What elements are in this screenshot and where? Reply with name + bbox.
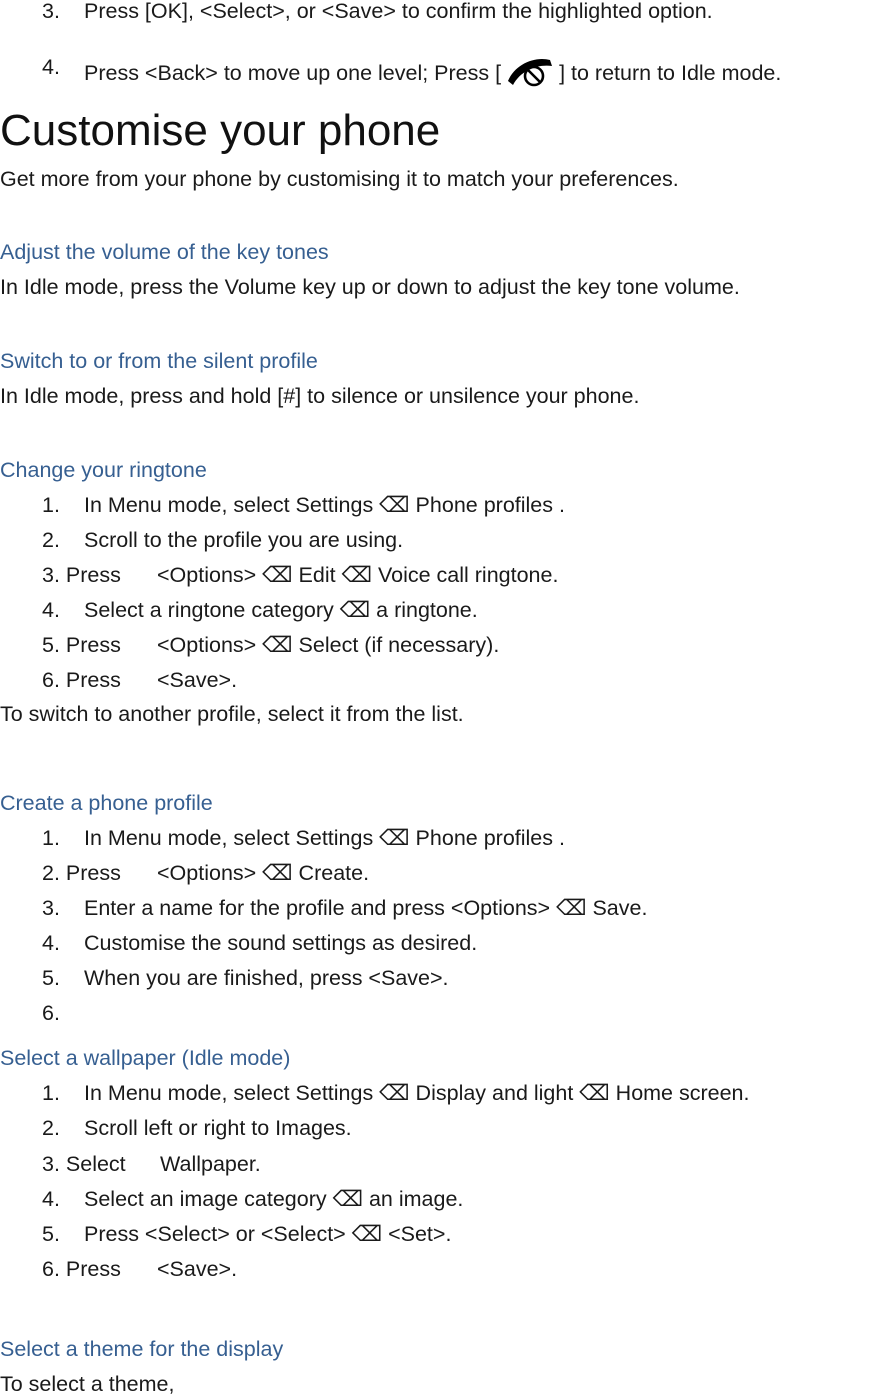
section-heading: Adjust the volume of the key tones bbox=[0, 240, 329, 264]
page-title: Customise your phone bbox=[0, 106, 441, 155]
step-text: Enter a name for the profile and press <Options> ⌫ Save. bbox=[84, 896, 648, 920]
step-number: 6. Press bbox=[42, 668, 121, 692]
step-number: 2. bbox=[42, 528, 60, 552]
step-number: 3. bbox=[42, 896, 60, 920]
end-call-key-icon bbox=[505, 54, 555, 94]
section-body: In Idle mode, press and hold [#] to silence or unsilence your phone. bbox=[0, 384, 640, 408]
section-heading: Change your ringtone bbox=[0, 458, 207, 482]
step-text: Scroll to the profile you are using. bbox=[84, 528, 404, 552]
step-text-before: Press <Back> to move up one level; Press [ bbox=[84, 61, 502, 85]
step-number: 4. bbox=[42, 55, 60, 79]
step-number: 5. Press bbox=[42, 633, 121, 657]
step-text: <Options> ⌫ Edit ⌫ Voice call ringtone. bbox=[157, 563, 559, 587]
step-text: Select an image category ⌫ an image. bbox=[84, 1187, 464, 1211]
step-number: 5. bbox=[42, 1222, 60, 1246]
step-number: 2. Press bbox=[42, 861, 121, 885]
section-heading: Select a wallpaper (Idle mode) bbox=[0, 1046, 291, 1070]
step-text: Customise the sound settings as desired. bbox=[84, 931, 478, 955]
step-number: 4. bbox=[42, 1187, 60, 1211]
step-text: In Menu mode, select Settings ⌫ Phone profiles . bbox=[84, 826, 565, 850]
step-number: 1. bbox=[42, 826, 60, 850]
section-footer: To switch to another profile, select it from the list. bbox=[0, 702, 464, 726]
step-text: Press [OK], <Select>, or <Save> to confirm the highlighted option. bbox=[84, 0, 713, 23]
step-number: 6. Press bbox=[42, 1257, 121, 1281]
section-heading: Switch to or from the silent profile bbox=[0, 349, 318, 373]
step-text: Press <Select> or <Select> ⌫ <Set>. bbox=[84, 1222, 452, 1246]
section-heading: Create a phone profile bbox=[0, 791, 213, 815]
section-body: To select a theme, bbox=[0, 1372, 175, 1396]
step-text: When you are finished, press <Save>. bbox=[84, 966, 449, 990]
step-number: 6. bbox=[42, 1001, 60, 1025]
step-text: Scroll left or right to Images. bbox=[84, 1116, 352, 1140]
step-text bbox=[84, 54, 781, 94]
step-text: In Menu mode, select Settings ⌫ Phone profiles . bbox=[84, 493, 565, 517]
step-number: 3. bbox=[42, 0, 60, 23]
section-heading: Select a theme for the display bbox=[0, 1337, 284, 1361]
step-number: 5. bbox=[42, 966, 60, 990]
step-text: <Options> ⌫ Select (if necessary). bbox=[157, 633, 500, 657]
step-number: 3. Press bbox=[42, 563, 121, 587]
step-text: <Options> ⌫ Create. bbox=[157, 861, 370, 885]
step-number: 4. bbox=[42, 598, 60, 622]
step-number: 3. Select bbox=[42, 1152, 126, 1176]
step-number: 2. bbox=[42, 1116, 60, 1140]
page-intro: Get more from your phone by customising it to match your preferences. bbox=[0, 167, 679, 191]
section-body: In Idle mode, press the Volume key up or down to adjust the key tone volume. bbox=[0, 275, 740, 299]
step-text: <Save>. bbox=[157, 1257, 238, 1281]
step-text-after: ] to return to Idle mode. bbox=[559, 61, 782, 85]
step-text: Select a ringtone category ⌫ a ringtone. bbox=[84, 598, 478, 622]
step-number: 1. bbox=[42, 493, 60, 517]
step-number: 4. bbox=[42, 931, 60, 955]
step-text: <Save>. bbox=[157, 668, 238, 692]
step-text: Wallpaper. bbox=[160, 1152, 261, 1176]
step-text: In Menu mode, select Settings ⌫ Display and light ⌫ Home screen. bbox=[84, 1081, 750, 1105]
step-number: 1. bbox=[42, 1081, 60, 1105]
